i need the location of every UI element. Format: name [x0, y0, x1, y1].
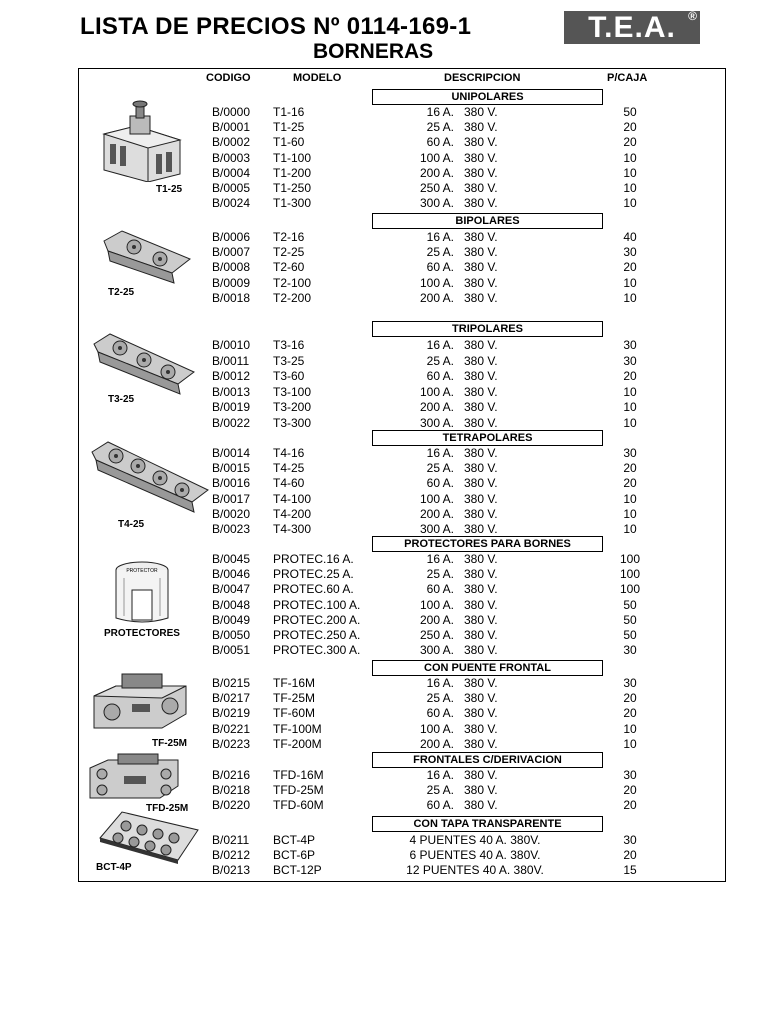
row-model: T2-200	[273, 291, 312, 305]
section-header: PROTECTORES PARA BORNES	[372, 536, 603, 552]
row-amperage: 100 A.	[419, 151, 454, 165]
row-box-quantity: 30	[623, 643, 637, 657]
image-label: TFD-25M	[146, 803, 189, 814]
row-model: T1-300	[273, 196, 312, 210]
row-voltage: 380 V.	[464, 783, 498, 797]
page-title: LISTA DE PRECIOS Nº 0114-169-1	[80, 13, 472, 40]
row-amperage: 16 A.	[426, 676, 454, 690]
logo-text: T.E.A.	[588, 11, 676, 44]
row-description	[384, 230, 508, 244]
row-model: PROTEC.100 A.	[273, 598, 361, 612]
row-voltage: 380 V.	[464, 369, 498, 383]
section-header: TRIPOLARES	[372, 321, 603, 337]
row-amperage: 300 A.	[419, 416, 454, 430]
row-model: BCT-6P	[273, 848, 316, 862]
row-voltage: 380 V.	[464, 476, 498, 490]
row-description	[384, 400, 508, 414]
row-description	[384, 446, 508, 460]
row-box-quantity: 10	[623, 276, 637, 290]
row-code: B/0015	[212, 461, 251, 475]
row-amperage: 60 A.	[426, 582, 454, 596]
row-code: B/0218	[212, 783, 251, 797]
row-code: B/0016	[212, 476, 251, 490]
row-model: T2-16	[273, 230, 305, 244]
row-model: PROTEC.25 A.	[273, 567, 354, 581]
row-model: T4-25	[273, 461, 305, 475]
tfd-25m-product-image	[88, 752, 180, 804]
row-amperage: 25 A.	[426, 245, 454, 259]
image-label: T2-25	[108, 287, 135, 298]
row-voltage: 380 V.	[464, 567, 498, 581]
row-code: B/0014	[212, 446, 251, 460]
section-header: CON TAPA TRANSPARENTE	[372, 816, 603, 832]
row-box-quantity: 30	[623, 245, 637, 259]
row-voltage: 380 V.	[464, 245, 498, 259]
row-box-quantity: 10	[623, 166, 637, 180]
row-box-quantity: 10	[623, 507, 637, 521]
t4-25-product-image	[90, 438, 210, 518]
row-voltage: 380 V.	[464, 135, 498, 149]
row-amperage: 25 A.	[426, 461, 454, 475]
row-model: PROTEC.200 A.	[273, 613, 361, 627]
row-model: T4-300	[273, 522, 312, 536]
row-amperage: 25 A.	[426, 783, 454, 797]
row-box-quantity: 10	[623, 722, 637, 736]
row-code: B/0008	[212, 260, 251, 274]
row-voltage: 380 V.	[464, 105, 498, 119]
row-model: T2-60	[273, 260, 305, 274]
row-amperage: 25 A.	[426, 567, 454, 581]
row-voltage: 380 V.	[464, 276, 498, 290]
row-voltage: 380 V.	[464, 400, 498, 414]
row-description	[384, 676, 508, 690]
row-model: T4-200	[273, 507, 312, 521]
row-voltage: 380 V.	[464, 260, 498, 274]
row-description	[384, 291, 508, 305]
row-box-quantity: 50	[623, 613, 637, 627]
t2-25-product-image	[100, 225, 195, 287]
row-amperage: 100 A.	[419, 722, 454, 736]
row-code: B/0023	[212, 522, 251, 536]
row-amperage: 60 A.	[426, 260, 454, 274]
row-model: T1-250	[273, 181, 312, 195]
row-code: B/0220	[212, 798, 251, 812]
row-amperage: 16 A.	[426, 446, 454, 460]
row-box-quantity: 10	[623, 385, 637, 399]
image-label: PROTECTORES	[104, 628, 180, 639]
image-label: T3-25	[108, 394, 135, 405]
row-model: T1-200	[273, 166, 312, 180]
row-code: B/0019	[212, 400, 251, 414]
row-code: B/0004	[212, 166, 251, 180]
row-code: B/0009	[212, 276, 251, 290]
row-description	[384, 196, 508, 210]
row-code: B/0219	[212, 706, 251, 720]
row-voltage: 380 V.	[464, 737, 498, 751]
row-code: B/0048	[212, 598, 251, 612]
row-voltage: 380 V.	[464, 354, 498, 368]
row-voltage: 380 V.	[464, 151, 498, 165]
row-code: B/0024	[212, 196, 251, 210]
bct-4p-product-image	[96, 806, 200, 864]
protector-product-image	[112, 560, 172, 626]
row-voltage: 380 V.	[464, 582, 498, 596]
row-box-quantity: 10	[623, 737, 637, 751]
tf-25m-product-image	[92, 670, 188, 736]
row-code: B/0010	[212, 338, 251, 352]
row-description	[384, 385, 508, 399]
row-box-quantity: 20	[623, 369, 637, 383]
row-amperage: 25 A.	[426, 691, 454, 705]
row-description: 12 PUENTES 40 A. 380V.	[406, 863, 544, 877]
row-description	[384, 783, 508, 797]
row-description	[384, 691, 508, 705]
row-model: PROTEC.250 A.	[273, 628, 361, 642]
row-voltage: 380 V.	[464, 181, 498, 195]
row-model: T3-16	[273, 338, 305, 352]
row-description	[384, 369, 508, 383]
row-box-quantity: 10	[623, 492, 637, 506]
row-box-quantity: 20	[623, 120, 637, 134]
row-description	[384, 260, 508, 274]
row-description	[384, 522, 508, 536]
row-model: TF-25M	[273, 691, 315, 705]
row-model: T4-100	[273, 492, 312, 506]
row-amperage: 250 A.	[419, 628, 454, 642]
page-subtitle: BORNERAS	[313, 40, 434, 63]
row-voltage: 380 V.	[464, 552, 498, 566]
row-description	[384, 507, 508, 521]
row-voltage: 380 V.	[464, 643, 498, 657]
row-box-quantity: 100	[619, 582, 641, 596]
row-code: B/0223	[212, 737, 251, 751]
row-code: B/0217	[212, 691, 251, 705]
row-model: T3-25	[273, 354, 305, 368]
row-voltage: 380 V.	[464, 722, 498, 736]
row-box-quantity: 20	[623, 260, 637, 274]
row-amperage: 60 A.	[426, 135, 454, 149]
row-box-quantity: 20	[623, 476, 637, 490]
row-box-quantity: 30	[623, 833, 637, 847]
section-header: FRONTALES C/DERIVACION	[372, 752, 603, 768]
row-code: B/0003	[212, 151, 251, 165]
row-voltage: 380 V.	[464, 691, 498, 705]
row-box-quantity: 20	[623, 798, 637, 812]
row-description	[384, 120, 508, 134]
row-description: 6 PUENTES 40 A. 380V.	[409, 848, 541, 862]
row-amperage: 100 A.	[419, 492, 454, 506]
row-amperage: 200 A.	[419, 400, 454, 414]
row-box-quantity: 50	[623, 105, 637, 119]
row-model: T2-25	[273, 245, 305, 259]
row-model: T3-300	[273, 416, 312, 430]
row-description	[384, 567, 508, 581]
row-code: B/0045	[212, 552, 251, 566]
row-description	[384, 276, 508, 290]
row-amperage: 60 A.	[426, 798, 454, 812]
row-description	[384, 768, 508, 782]
row-description	[384, 181, 508, 195]
row-description: 4 PUENTES 40 A. 380V.	[409, 833, 541, 847]
registered-mark: ®	[688, 9, 697, 23]
row-model: T3-100	[273, 385, 312, 399]
row-amperage: 250 A.	[419, 181, 454, 195]
row-box-quantity: 30	[623, 338, 637, 352]
row-description	[384, 798, 508, 812]
row-box-quantity: 30	[623, 446, 637, 460]
row-code: B/0022	[212, 416, 251, 430]
row-description	[384, 628, 508, 642]
row-code: B/0013	[212, 385, 251, 399]
row-voltage: 380 V.	[464, 166, 498, 180]
row-voltage: 380 V.	[464, 291, 498, 305]
row-code: B/0051	[212, 643, 251, 657]
row-box-quantity: 10	[623, 522, 637, 536]
row-voltage: 380 V.	[464, 598, 498, 612]
row-description	[384, 598, 508, 612]
row-amperage: 300 A.	[419, 643, 454, 657]
row-voltage: 380 V.	[464, 385, 498, 399]
row-box-quantity: 10	[623, 416, 637, 430]
row-description	[384, 552, 508, 566]
row-voltage: 380 V.	[464, 492, 498, 506]
row-model: PROTEC.300 A.	[273, 643, 361, 657]
row-box-quantity: 30	[623, 354, 637, 368]
row-code: B/0049	[212, 613, 251, 627]
section-header: BIPOLARES	[372, 213, 603, 229]
row-box-quantity: 30	[623, 676, 637, 690]
row-code: B/0213	[212, 863, 251, 877]
header-descripcion: DESCRIPCION	[444, 72, 521, 84]
row-description	[384, 354, 508, 368]
row-code: B/0046	[212, 567, 251, 581]
section-header: CON PUENTE FRONTAL	[372, 660, 603, 676]
row-model: BCT-12P	[273, 863, 322, 877]
row-amperage: 100 A.	[419, 598, 454, 612]
row-voltage: 380 V.	[464, 338, 498, 352]
section-header: UNIPOLARES	[372, 89, 603, 105]
image-label: T1-25	[156, 184, 183, 195]
row-description	[384, 706, 508, 720]
row-model: PROTEC.60 A.	[273, 582, 354, 596]
row-amperage: 16 A.	[426, 230, 454, 244]
row-code: B/0018	[212, 291, 251, 305]
row-box-quantity: 100	[619, 567, 641, 581]
section-header: TETRAPOLARES	[372, 430, 603, 446]
row-amperage: 200 A.	[419, 737, 454, 751]
image-label: TF-25M	[152, 738, 187, 749]
header-codigo: CODIGO	[206, 72, 251, 84]
row-code: B/0000	[212, 105, 251, 119]
row-description	[384, 613, 508, 627]
t1-25-product-image	[96, 100, 186, 182]
header-modelo: MODELO	[293, 72, 342, 84]
row-model: T1-100	[273, 151, 312, 165]
row-code: B/0020	[212, 507, 251, 521]
image-label: BCT-4P	[96, 862, 132, 873]
row-amperage: 16 A.	[426, 552, 454, 566]
tea-logo	[564, 11, 700, 44]
row-amperage: 25 A.	[426, 354, 454, 368]
row-model: T3-60	[273, 369, 305, 383]
row-box-quantity: 10	[623, 196, 637, 210]
row-description	[384, 245, 508, 259]
row-code: B/0050	[212, 628, 251, 642]
row-model: PROTEC.16 A.	[273, 552, 354, 566]
row-model: T3-200	[273, 400, 312, 414]
row-voltage: 380 V.	[464, 230, 498, 244]
row-model: TFD-16M	[273, 768, 324, 782]
row-model: TFD-60M	[273, 798, 324, 812]
row-box-quantity: 20	[623, 706, 637, 720]
row-amperage: 100 A.	[419, 276, 454, 290]
row-model: TF-16M	[273, 676, 315, 690]
row-model: T4-16	[273, 446, 305, 460]
row-voltage: 380 V.	[464, 613, 498, 627]
row-model: TF-60M	[273, 706, 315, 720]
row-model: TF-100M	[273, 722, 322, 736]
row-box-quantity: 50	[623, 598, 637, 612]
row-amperage: 60 A.	[426, 476, 454, 490]
row-code: B/0221	[212, 722, 251, 736]
row-description	[384, 338, 508, 352]
row-amperage: 100 A.	[419, 385, 454, 399]
row-code: B/0047	[212, 582, 251, 596]
row-code: B/0001	[212, 120, 251, 134]
row-description	[384, 416, 508, 430]
row-model: T1-60	[273, 135, 305, 149]
row-code: B/0007	[212, 245, 251, 259]
row-model: TFD-25M	[273, 783, 324, 797]
row-code: B/0006	[212, 230, 251, 244]
row-voltage: 380 V.	[464, 196, 498, 210]
row-amperage: 60 A.	[426, 706, 454, 720]
row-voltage: 380 V.	[464, 706, 498, 720]
row-amperage: 16 A.	[426, 105, 454, 119]
row-box-quantity: 20	[623, 135, 637, 149]
row-code: B/0212	[212, 848, 251, 862]
row-box-quantity: 10	[623, 291, 637, 305]
row-box-quantity: 100	[619, 552, 641, 566]
row-voltage: 380 V.	[464, 798, 498, 812]
row-description	[384, 461, 508, 475]
row-box-quantity: 20	[623, 848, 637, 862]
row-voltage: 380 V.	[464, 446, 498, 460]
row-code: B/0011	[212, 354, 250, 368]
row-code: B/0216	[212, 768, 251, 782]
row-description	[384, 582, 508, 596]
row-box-quantity: 10	[623, 181, 637, 195]
row-amperage: 60 A.	[426, 369, 454, 383]
row-description	[384, 105, 508, 119]
row-voltage: 380 V.	[464, 461, 498, 475]
row-amperage: 200 A.	[419, 507, 454, 521]
row-amperage: 300 A.	[419, 522, 454, 536]
row-amperage: 200 A.	[419, 166, 454, 180]
row-model: TF-200M	[273, 737, 322, 751]
row-description	[384, 722, 508, 736]
row-voltage: 380 V.	[464, 628, 498, 642]
row-voltage: 380 V.	[464, 768, 498, 782]
row-description	[384, 492, 508, 506]
row-description	[384, 737, 508, 751]
row-amperage: 16 A.	[426, 768, 454, 782]
row-model: T2-100	[273, 276, 312, 290]
row-code: B/0215	[212, 676, 251, 690]
row-box-quantity: 50	[623, 628, 637, 642]
row-code: B/0012	[212, 369, 251, 383]
row-box-quantity: 20	[623, 461, 637, 475]
row-amperage: 25 A.	[426, 120, 454, 134]
row-model: T1-16	[273, 105, 305, 119]
row-description	[384, 135, 508, 149]
row-description	[384, 166, 508, 180]
row-voltage: 380 V.	[464, 507, 498, 521]
row-code: B/0005	[212, 181, 251, 195]
row-amperage: 200 A.	[419, 291, 454, 305]
row-voltage: 380 V.	[464, 676, 498, 690]
row-description	[384, 643, 508, 657]
t3-25-product-image	[92, 330, 197, 400]
row-voltage: 380 V.	[464, 416, 498, 430]
row-box-quantity: 20	[623, 691, 637, 705]
row-description	[384, 476, 508, 490]
row-amperage: 300 A.	[419, 196, 454, 210]
row-model: T1-25	[273, 120, 305, 134]
image-label: T4-25	[118, 519, 145, 530]
row-voltage: 380 V.	[464, 522, 498, 536]
row-model: BCT-4P	[273, 833, 316, 847]
row-box-quantity: 30	[623, 768, 637, 782]
row-code: B/0002	[212, 135, 251, 149]
row-description	[384, 151, 508, 165]
row-amperage: 16 A.	[426, 338, 454, 352]
row-box-quantity: 10	[623, 151, 637, 165]
header-caja: P/CAJA	[607, 72, 648, 84]
row-code: B/0017	[212, 492, 251, 506]
row-box-quantity: 40	[623, 230, 637, 244]
row-box-quantity: 10	[623, 400, 637, 414]
row-model: T4-60	[273, 476, 305, 490]
protector-image-text: PROTECTOR	[126, 568, 158, 574]
row-code: B/0211	[212, 833, 250, 847]
row-box-quantity: 15	[623, 863, 637, 877]
row-voltage: 380 V.	[464, 120, 498, 134]
row-amperage: 200 A.	[419, 613, 454, 627]
row-box-quantity: 20	[623, 783, 637, 797]
